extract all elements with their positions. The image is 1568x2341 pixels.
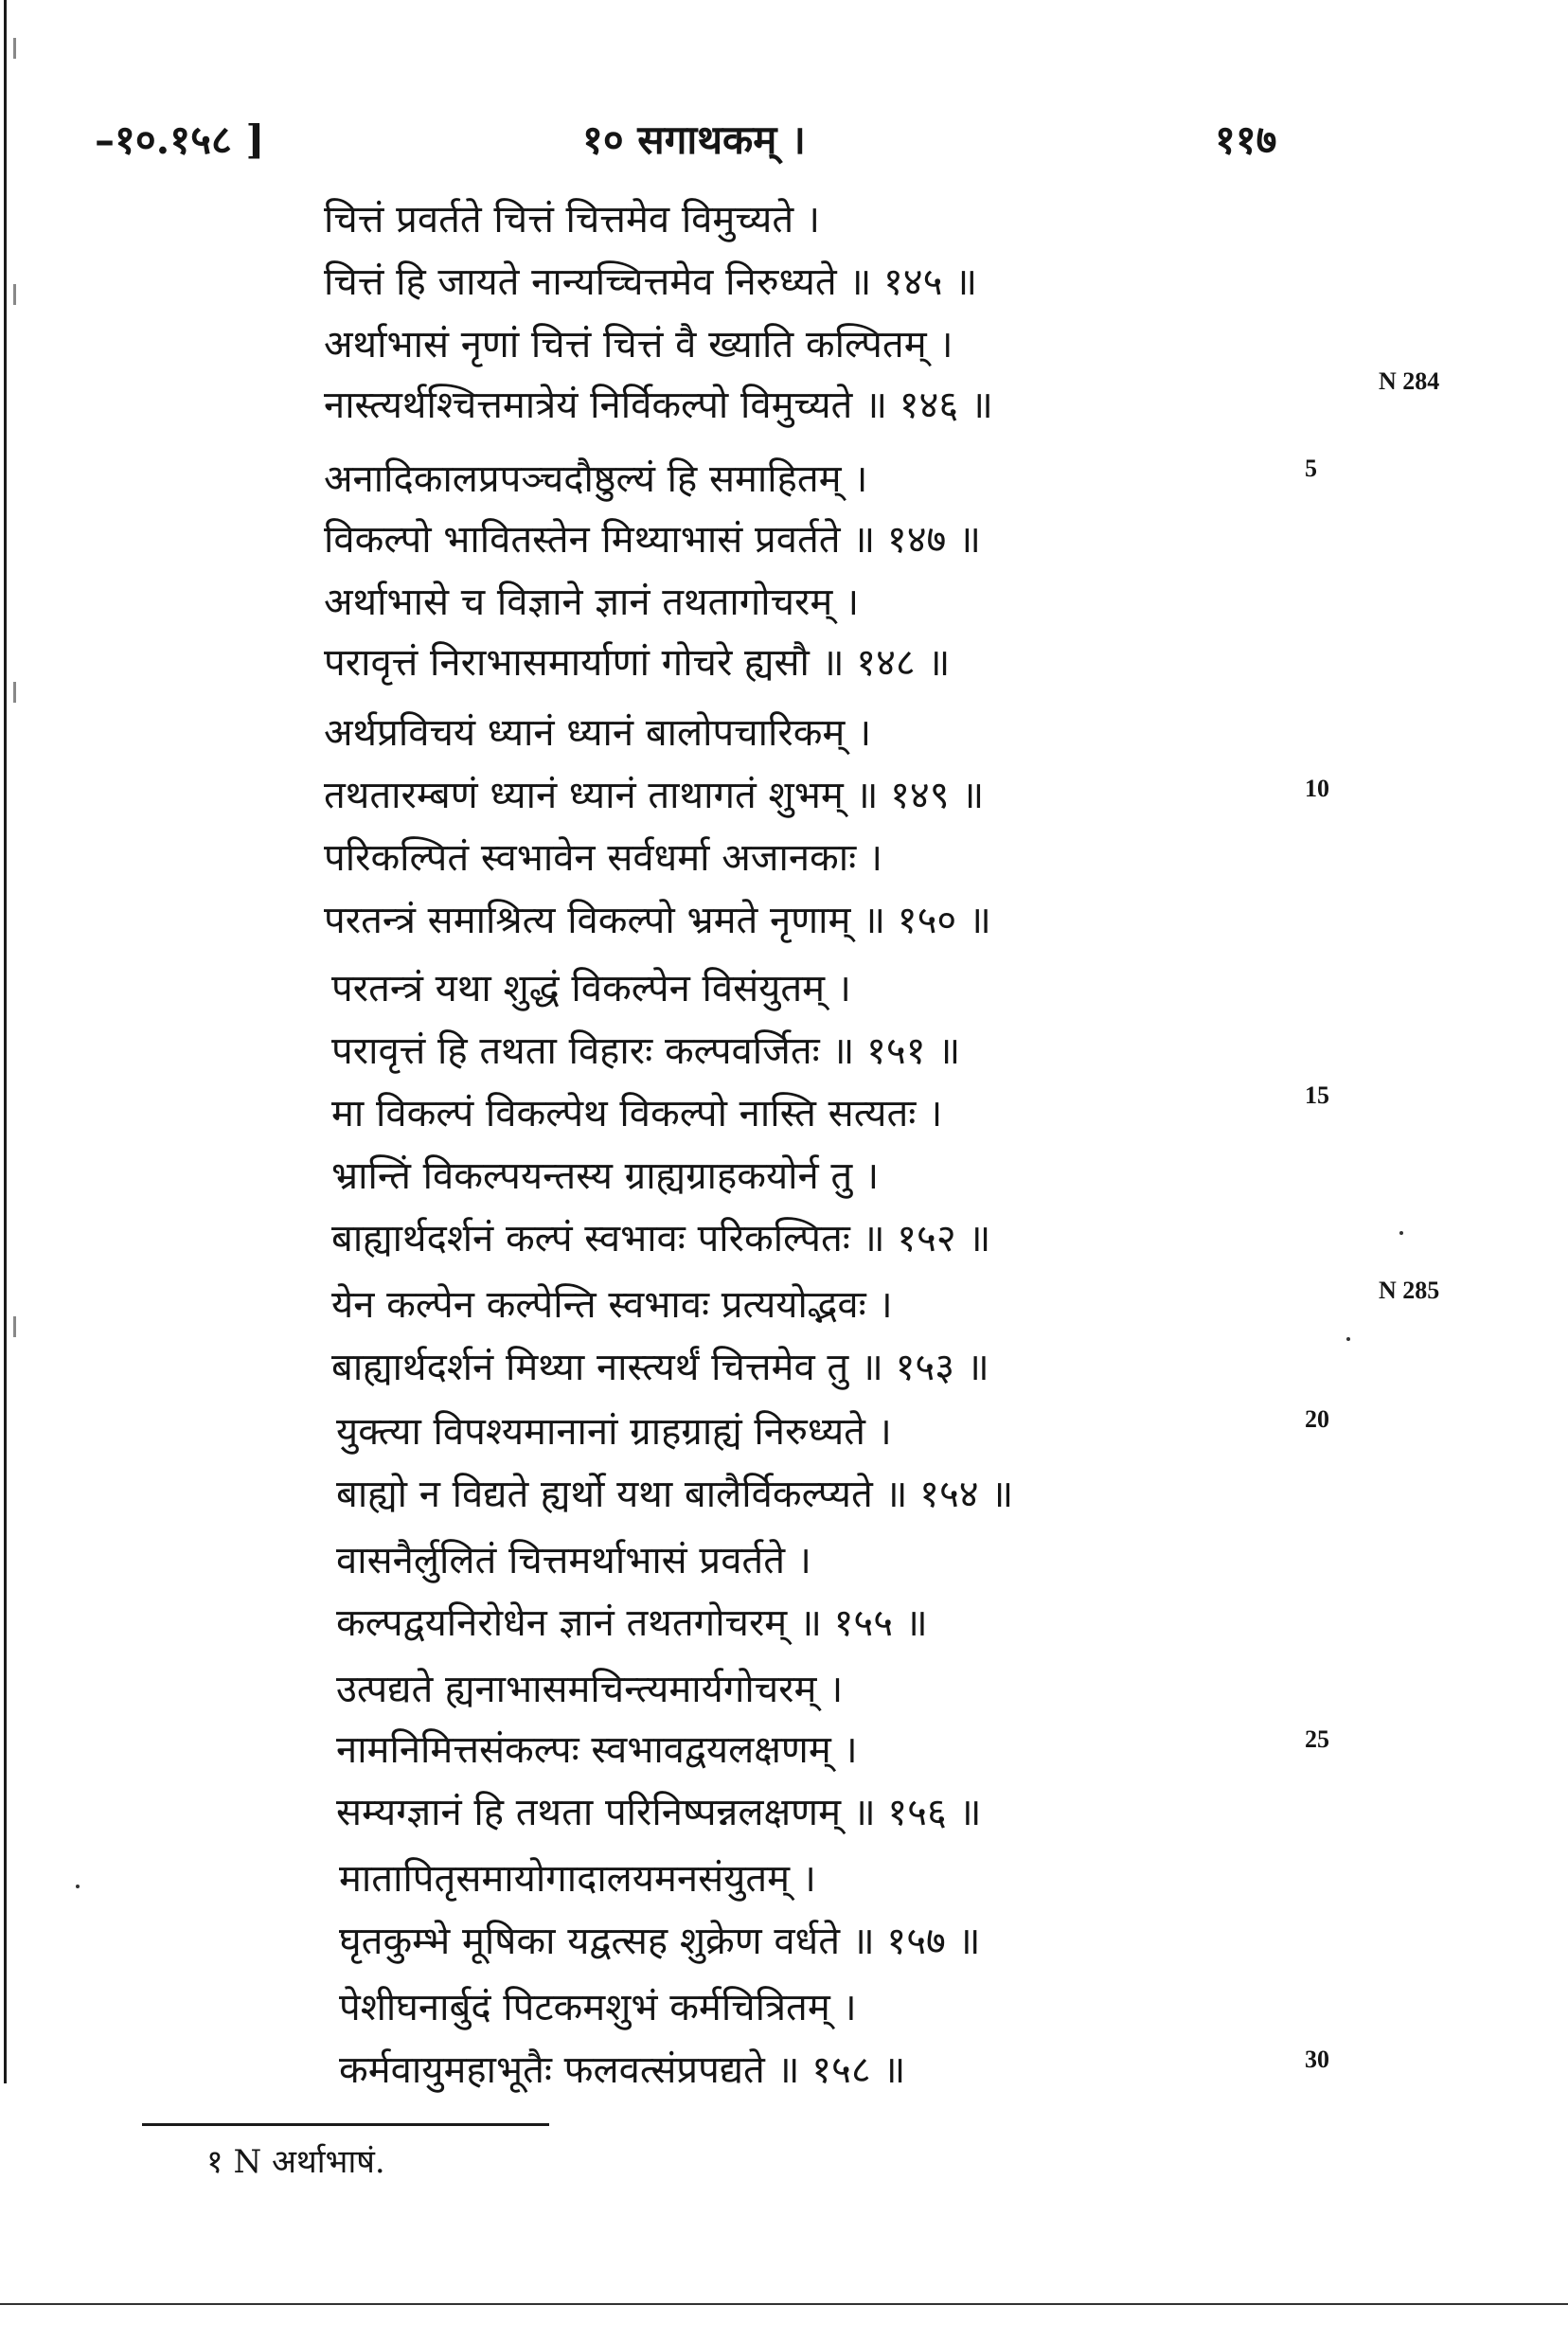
manuscript-page-ref: N 284	[1379, 367, 1440, 395]
verse-line: पेशीघनार्बुदं पिटकमशुभं कर्मचित्रितम् ।	[339, 1986, 857, 2029]
header-verse-range: –१०.१५८ ]	[95, 116, 265, 163]
verse-line: चित्तं हि जायते नान्यच्चित्तमेव निरुध्यते ॥ १४५ ॥	[324, 260, 978, 304]
header-page-number: ११७	[1215, 116, 1277, 163]
verse-line: तथतारम्बणं ध्यानं ध्यानं ताथागतं शुभम् ॥ १४९ ॥	[324, 774, 985, 817]
verse-line: मातापितृसमायोगादालयमनसंयुतम् ।	[339, 1857, 816, 1901]
verse-line: परतन्त्रं यथा शुद्धं विकल्पेन विसंयुतम् ।	[331, 967, 851, 1010]
verse-line: चित्तं प्रवर्तते चित्तं चित्तमेव विमुच्यते ।	[324, 198, 821, 241]
verse-line: कल्पद्वयनिरोधेन ज्ञानं तथतगोचरम् ॥ १५५ ॥	[336, 1601, 928, 1645]
verse-line: कर्मवायुमहाभूतैः फलवत्संप्रपद्यते ॥ १५८ ॥	[339, 2048, 906, 2092]
verse-line: बाह्यो न विद्यते ह्यर्थो यथा बालैर्विकल्प्यते ॥ १५४ ॥	[336, 1473, 1014, 1516]
verse-line: युक्त्या विपश्यमानानां ग्राहग्राह्यं निरुध्यते ।	[336, 1410, 892, 1454]
line-number: 30	[1305, 2046, 1329, 2073]
verse-line: अनादिकालप्रपञ्चदौष्ठुल्यं हि समाहितम् ।	[324, 457, 868, 501]
verse-line: अर्थाभासे च विज्ञाने ज्ञानं तथतागोचरम् ।	[324, 581, 860, 624]
line-number: 5	[1305, 455, 1317, 482]
verse-line: परतन्त्रं समाश्रित्य विकल्पो भ्रमते नृणाम् ॥ १५० ॥	[324, 899, 991, 942]
verse-line: परावृत्तं हि तथता विहारः कल्पवर्जितः ॥ १५१ ॥	[331, 1029, 961, 1073]
verse-line: सम्यग्ज्ञानं हि तथता परिनिष्पन्नलक्षणम् ॥ १५६ ॥	[336, 1791, 982, 1834]
verse-line: उत्पद्यते ह्यनाभासमचिन्त्यमार्यगोचरम् ।	[336, 1668, 844, 1711]
verse-line: येन कल्पेन कल्पेन्ति स्वभावः प्रत्ययोद्भवः ।	[331, 1283, 893, 1327]
verse-line: भ्रान्तिं विकल्पयन्तस्य ग्राह्यग्राहकयोर्न तु ।	[331, 1154, 880, 1198]
footnote-rule	[142, 2123, 549, 2126]
verse-line: परिकल्पितं स्वभावेन सर्वधर्मा अजानकाः ।	[324, 836, 883, 880]
manuscript-page-ref: N 285	[1379, 1277, 1440, 1304]
line-number: 25	[1305, 1725, 1329, 1753]
print-speck	[1399, 1231, 1403, 1235]
line-number: 15	[1305, 1081, 1329, 1109]
verse-line: बाह्यार्थदर्शनं मिथ्या नास्त्यर्थं चित्तमेव तु ॥ १५३ ॥	[331, 1346, 989, 1389]
header-chapter-title: १० सगाथकम् ।	[582, 116, 806, 163]
verse-line: नामनिमित्तसंकल्पः स्वभावद्वयलक्षणम् ।	[336, 1728, 858, 1772]
verse-line: अर्थप्रविचयं ध्यानं ध्यानं बालोपचारिकम् ।	[324, 711, 872, 755]
line-number: 10	[1305, 775, 1329, 802]
line-number: 20	[1305, 1405, 1329, 1433]
verse-line: विकल्पो भावितस्तेन मिथ्याभासं प्रवर्तते ॥ १४७ ॥	[324, 518, 982, 562]
footnote: १ N अर्थाभाषं.	[206, 2143, 385, 2181]
print-speck	[76, 1885, 80, 1888]
verse-line: अर्थाभासं नृणां चित्तं चित्तं वै ख्याति कल्पितम् ।	[324, 323, 953, 366]
print-speck	[1346, 1337, 1350, 1341]
verse-line: घृतकुम्भे मूषिका यद्वत्सह शुक्रेण वर्धते ॥ १५७ ॥	[339, 1920, 981, 1963]
verse-line: परावृत्तं निराभासमार्याणां गोचरे ह्यसौ ॥ १४८ ॥	[324, 641, 951, 685]
verse-line: नास्त्यर्थश्चित्तमात्रेयं निर्विकल्पो विमुच्यते ॥ १४६ ॥	[324, 384, 993, 427]
verse-line: मा विकल्पं विकल्पेथ विकल्पो नास्ति सत्यतः ।	[331, 1092, 943, 1135]
verse-line: बाह्यार्थदर्शनं कल्पं स्वभावः परिकल्पितः ॥ १५२ ॥	[331, 1217, 991, 1260]
page-bottom-edge	[0, 2303, 1568, 2305]
verse-line: वासनैर्लुलितं चित्तमर्थाभासं प्रवर्तते ।	[336, 1539, 811, 1582]
